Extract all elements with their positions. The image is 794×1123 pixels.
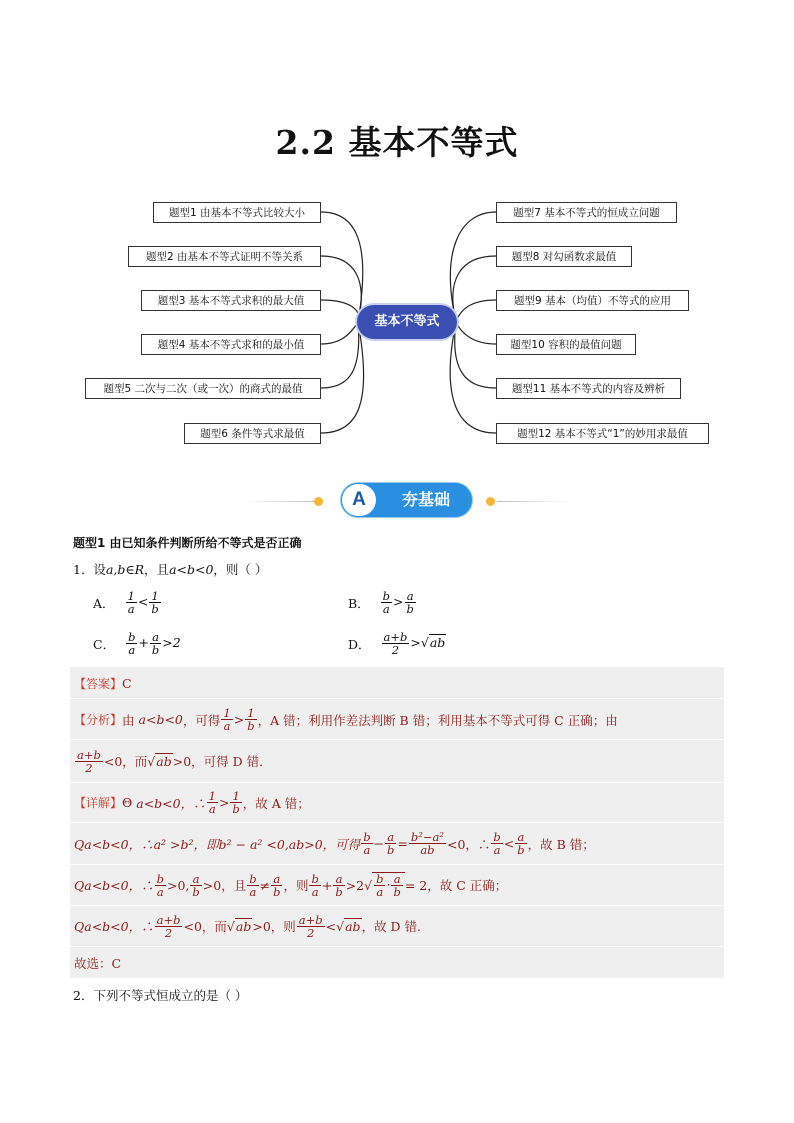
detail-text: ，故 B 错； — [527, 836, 595, 852]
mind-map-node: 题型2 由基本不等式证明不等关系 — [128, 246, 321, 267]
detail-text: = 2，故 C 正确； — [404, 878, 508, 893]
detail-text: Θ — [122, 795, 133, 810]
analysis-text: >0，可得 D 错． — [172, 754, 272, 769]
detail-math: Qa<b<0，∴ — [74, 919, 154, 934]
analysis-tag: 【分析】 — [74, 713, 123, 727]
banner-line-right — [497, 501, 569, 502]
analysis-text: 由 — [122, 712, 135, 728]
stem-math: a,b∈R — [105, 562, 145, 577]
answer-value: C — [122, 675, 132, 691]
detail-row-1: 【详解】 Θ a<b<0，∴ $\frac{1}{a}$ > $\frac{1}{b}$ ，故 A 错； — [74, 789, 310, 816]
mind-map-node: 题型6 条件等式求最值 — [184, 423, 321, 444]
detail-row-2: Qa<b<0，∴a² >b²，即 b² − a² <0,ab>0，可得 $\frac{b}{a}$ − $\frac{a}{b}$ = $\frac{\text{b²−a²}}{ab}$ <0，∴ $\frac{b}{a}$ < $\frac{a}{b}$ ，故 B 错； — [74, 830, 595, 857]
option-a[interactable]: A． $\frac{1}{a}$ < $\frac{1}{b}$ — [93, 589, 159, 616]
mind-map-node: 题型3 基本不等式求积的最大值 — [141, 290, 321, 311]
mind-map-node: 题型8 对勾函数求最值 — [496, 246, 632, 267]
analysis-text: <0，而 — [103, 754, 148, 769]
stem-text: ，且 — [144, 562, 170, 577]
analysis-math: a<b<0 — [138, 712, 183, 727]
detail-text: >0，则 — [252, 919, 296, 934]
detail-text: <0，∴ — [446, 836, 491, 852]
page-title: 2.2 基本不等式 — [275, 123, 519, 162]
option-c[interactable]: C． $\frac{b}{a}$ + $\frac{a}{b}$ >2 — [93, 630, 181, 657]
analysis-row: 【分析】 由 a<b<0 ，可得 $\frac{1}{a}$ > $\frac{1}{b}$ ，A 错；利用作差法判断 B 错；利用基本不等式可得 C 正确；由 — [74, 706, 618, 733]
analysis-row-2: $\frac{a+b}{2}$ <0，而 √ ab >0，可得 D 错． — [77, 747, 272, 775]
banner-line-left — [245, 501, 317, 502]
analysis-text: ，可得 — [182, 712, 221, 728]
mind-map-node: 题型1 由基本不等式比较大小 — [153, 202, 321, 223]
option-label: D． — [348, 636, 371, 652]
detail-math: Qa<b<0，∴ — [74, 878, 154, 893]
banner-letter: A — [342, 484, 376, 516]
detail-text: <0，而 — [183, 919, 227, 934]
banner-dot-left — [314, 497, 323, 506]
detail-math: a<b<0，∴ — [136, 795, 206, 811]
option-label: C． — [93, 636, 116, 652]
stem-math: a<b<0 — [169, 562, 214, 577]
detail-math: b² − a² <0,ab>0，可得 — [218, 836, 361, 852]
section-banner — [0, 482, 794, 520]
detail-tag: 【详解】 — [74, 796, 123, 810]
detail-text: ，故 A 错； — [242, 795, 310, 811]
answer-row — [70, 670, 724, 696]
detail-math: Qa<b<0，∴a² >b²，即 — [74, 836, 219, 852]
mind-map-center: 基本不等式 — [357, 305, 457, 339]
answer-tag: 【答案】 — [74, 676, 123, 691]
mind-map-node: 题型4 基本不等式求和的最小值 — [141, 334, 321, 355]
detail-row-3: Qa<b<0，∴ $\frac{b}{a}$ >0, $\frac{a}{b}$ >0 ，且 $\frac{b}{a}$ ≠ $\frac{a}{b}$ ，则 $\frac{b}{a}$ + $\frac{a}{b}$ >2 √ $\frac{b}{a}$ · $\frac{a}{b}$ = 2，故 C 正确； — [74, 871, 508, 899]
analysis-text: ，A 错；利用作差法判断 B 错；利用基本不等式可得 C 正确；由 — [257, 712, 618, 728]
banner-text: 夯基础 — [401, 490, 450, 509]
detail-text: ，故 D 错. — [361, 919, 422, 934]
mind-map — [0, 190, 794, 455]
option-d[interactable]: D． $\frac{a+b}{2}$ >√ab — [348, 630, 446, 657]
mind-map-node: 题型11 基本不等式的内容及辨析 — [496, 378, 681, 399]
stem-text: 1．设 — [73, 562, 106, 577]
question-2-stem: 2．下列不等式恒成立的是（ ） — [73, 988, 248, 1003]
conclusion-row: 故选：C — [74, 955, 122, 971]
option-b[interactable]: B． $\frac{b}{a}$ > $\frac{a}{b}$ — [348, 589, 414, 616]
mind-map-node: 题型9 基本（均值）不等式的应用 — [496, 290, 689, 311]
section-title: 题型1 由已知条件判断所给不等式是否正确 — [73, 536, 302, 550]
mind-map-node: 题型10 容积的最值问题 — [496, 334, 636, 355]
question-1-stem — [73, 560, 267, 578]
detail-text: ，且 — [221, 878, 247, 893]
option-label: B． — [348, 595, 370, 611]
mind-map-node: 题型7 基本不等式的恒成立问题 — [496, 202, 677, 223]
banner-dot-right — [486, 497, 495, 506]
detail-text: ，则 — [283, 878, 309, 893]
mind-map-node: 题型12 基本不等式“1”的妙用求最值 — [496, 423, 709, 444]
mind-map-node: 题型5 二次与二次（或一次）的商式的最值 — [85, 378, 321, 399]
stem-text: ，则（ ） — [213, 562, 268, 577]
option-label: A． — [93, 595, 115, 611]
detail-row-4: Qa<b<0，∴ $\frac{a+b}{2}$ <0，而 √ ab >0，则 $\frac{a+b}{2}$ < √ ab ，故 D 错. — [74, 912, 422, 940]
